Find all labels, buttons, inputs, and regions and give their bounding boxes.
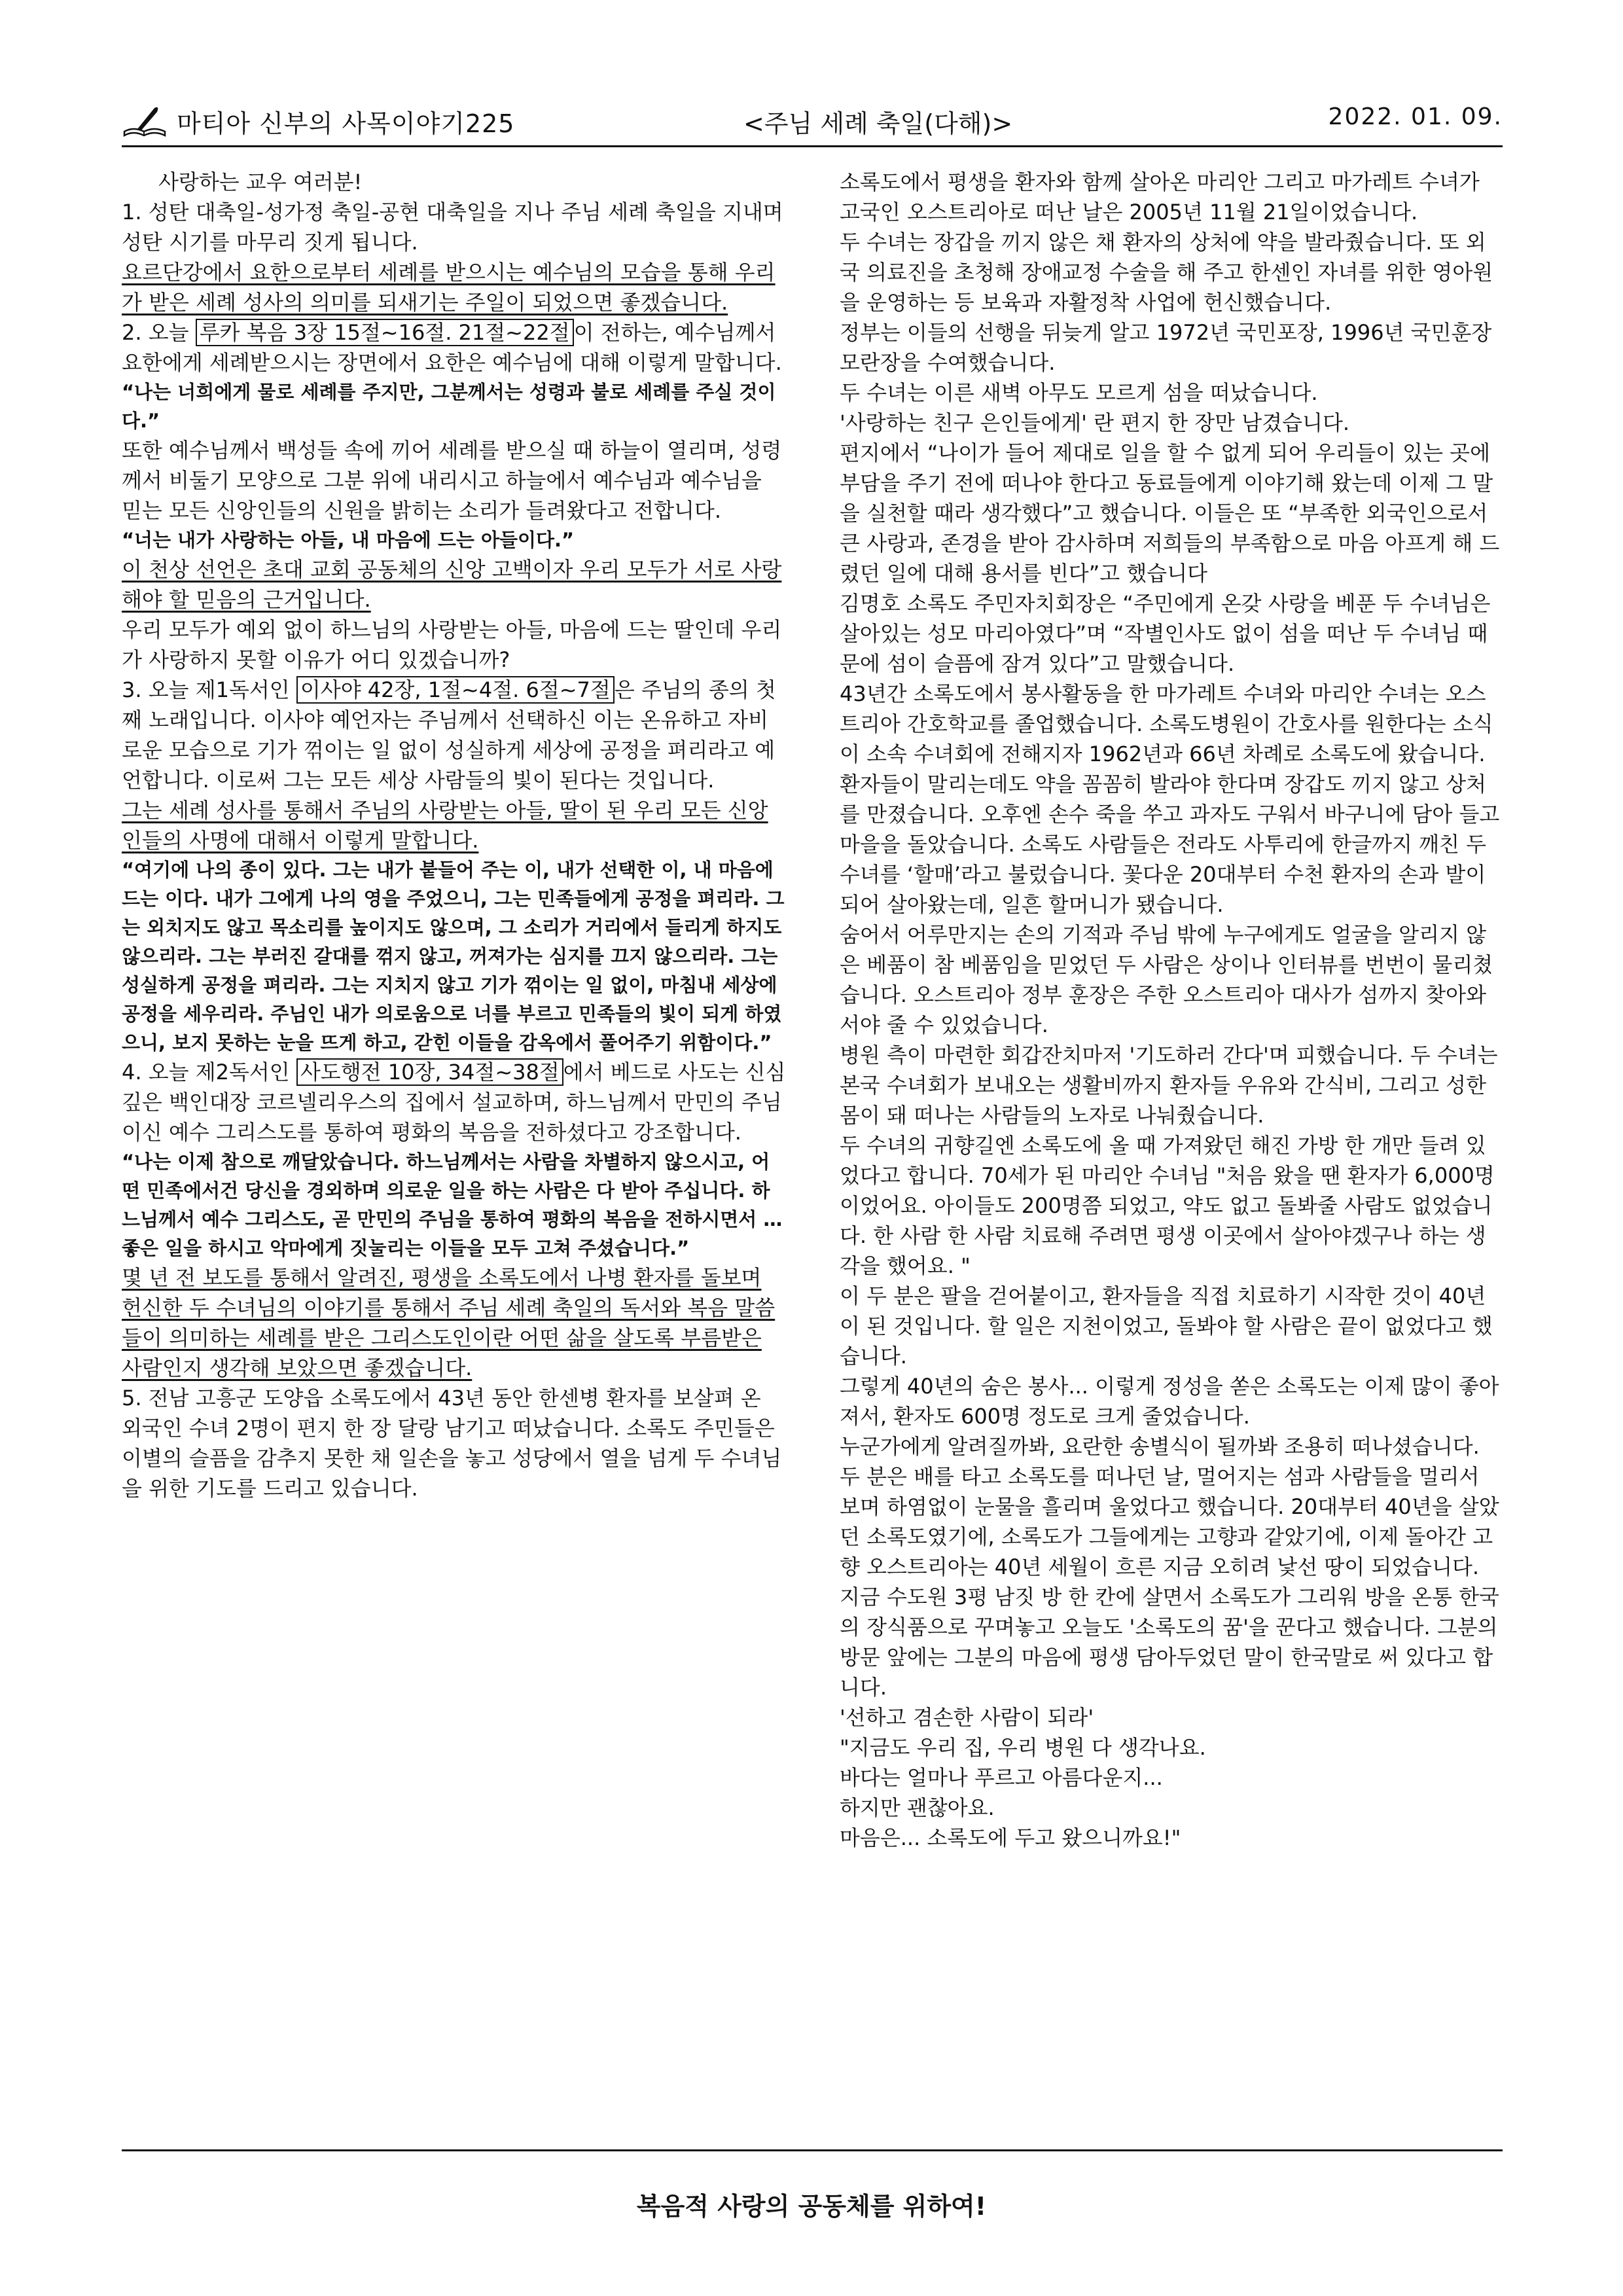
section-4-intro bbox=[122, 1057, 786, 1147]
section-2-rest: 이 전하는, 예수님께서 요한에게 세례받으시는 장면에서 요한은 예수님에 대해 이렇게 말합니다. bbox=[122, 320, 782, 375]
acts-quote: “나는 이제 참으로 깨달았습니다. 하느님께서는 사람을 차별하지 않으시고, 어떤 민족에서건 당신을 경외하며 의로운 일을 하는 사람은 다 받아 주십니다. 하느님께서 예수 그리스도, 곧 만민의 주님을 통하여 평화의 복음을 전하시면서 … 좋은 일을 하시고 악마에게 짓눌리는 이들을 모두 고쳐 주셨습니다.” bbox=[122, 1151, 783, 1259]
section-4-lead: 4. 오늘 제2독서인 bbox=[122, 1060, 296, 1085]
left-column bbox=[122, 167, 786, 1503]
gospel-reference: 루카 복음 3장 15절~16절. 21절~22절 bbox=[196, 319, 574, 346]
closing-quote-line: 바다는 얼마나 푸르고 아름다운지... bbox=[840, 1765, 1163, 1790]
section-2-text: 또한 예수님께서 백성들 속에 끼어 세례를 받으실 때 하늘이 열리며, 성령께서 비둘기 모양으로 그분 위에 내리시고 하늘에서 예수님과 예수님을 믿는 모든 신앙인들의 신원을 밝히는 소리가 들려왔다고 전합니다. bbox=[122, 438, 782, 523]
section-2-emphasis: 이 천상 선언은 초대 교회 공동체의 신앙 고백이자 우리 모두가 서로 사랑해야 할 믿음의 근거입니다. bbox=[122, 557, 782, 612]
closing-quote-line: "지금도 우리 집, 우리 병원 다 생각나요. bbox=[840, 1735, 1206, 1760]
section-2-intro bbox=[122, 317, 786, 378]
section-2-lead: 2. 오늘 bbox=[122, 320, 196, 345]
story-paragraph: 이 두 분은 팔을 걷어붙이고, 환자들을 직접 치료하기 시작한 것이 40년이 된 것입니다. 할 일은 지천이었고, 돌봐야 할 사람은 끝이 없었다고 했습니다. bbox=[840, 1283, 1493, 1369]
issue-date: 2022. 01. 09. bbox=[1328, 103, 1503, 130]
section-5-text: 5. 전남 고흥군 도양읍 소록도에서 43년 동안 한센병 환자를 보살펴 온 외국인 수녀 2명이 편지 한 장 달랑 남기고 떠났습니다. 소록도 주민들은 이별의 슬픔을 감추지 못한 채 일손을 놓고 성당에서 열을 넘게 두 수녀님을 위한 기도를 드리고 있습니다. bbox=[122, 1386, 782, 1501]
isaiah-quote: “여기에 나의 종이 있다. 그는 내가 붙들어 주는 이, 내가 선택한 이, 내 마음에 드는 이다. 내가 그에게 나의 영을 주었으니, 그는 민족들에게 공정을 펴리라. 그는 외치지도 않고 목소리를 높이지도 않으며, 그 소리가 거리에서 들리게 하지도 않으리라. 그는 부러진 갈대를 꺾지 않고, 꺼져가는 심지를 끄지 않으리라. 그는 성실하게 공정을 펴리라. 그는 지치지 않고 기가 꺾이는 일 없이, 마침내 세상에 공정을 세우리라. 주님인 내가 의로움으로 너를 부르고 민족들의 빛이 되게 하였으니, 보지 못하는 눈을 뜨게 하고, 갇힌 이들을 감옥에서 풀어주기 위함이다.” bbox=[122, 859, 785, 1054]
story-paragraph: 그렇게 40년의 숨은 봉사... 이렇게 정성을 쏟은 소록도는 이제 많이 좋아져서, 환자도 600명 정도로 크게 줄었습니다. bbox=[840, 1374, 1499, 1429]
greeting: 사랑하는 교우 여러분! bbox=[158, 170, 363, 194]
story-paragraph: 43년간 소록도에서 봉사활동을 한 마가레트 수녀와 마리안 수녀는 오스트리아 간호학교를 졸업했습니다. 소록도병원이 간호사를 원한다는 소식이 소속 수녀회에 전해지자 1962년과 66년 차례로 소록도에 왔습니다. 환자들이 말리는데도 약을 꼼꼼히 발라야 한다며 장갑도 끼지 않고 상처를 만졌습니다. 오후엔 손수 죽을 쑤고 과자도 구워서 바구니에 담아 들고 마을을 돌았습니다. 소록도 사람들은 전라도 사투리에 한글까지 깨친 두 수녀를 ‘할매’라고 불렀습니다. 꽃다운 20대부터 수천 환자의 손과 발이 되어 살아왔는데, 일흔 할머니가 됐습니다. bbox=[840, 681, 1500, 917]
page-header bbox=[122, 98, 1503, 151]
section-3-lead: 3. 오늘 제1독서인 bbox=[122, 677, 296, 702]
gospel-quote-2: “너는 내가 사랑하는 아들, 내 마음에 드는 아들이다.” bbox=[122, 529, 575, 551]
story-paragraph: '사랑하는 친구 은인들에게' 란 편지 한 장만 남겼습니다. bbox=[840, 410, 1350, 435]
footer-motto: 복음적 사랑의 공동체를 위하여! bbox=[636, 2192, 987, 2221]
section-3-emphasis: 그는 세례 성사를 통해서 주님의 사랑받는 아들, 딸이 된 우리 모든 신앙인들의 사명에 대해서 이렇게 말합니다. bbox=[122, 798, 768, 853]
story-paragraph: 두 수녀는 장갑을 끼지 않은 채 환자의 상처에 약을 발라줬습니다. 또 외국 의료진을 초청해 장애교정 수술을 해 주고 한센인 자녀를 위한 영아원을 운영하는 등 보육과 자활정착 사업에 헌신했습니다. bbox=[840, 230, 1493, 315]
story-paragraph: 누군가에게 알려질까봐, 요란한 송별식이 될까봐 조용히 떠나셨습니다. 두 분은 배를 타고 소록도를 떠나던 날, 멀어지는 섬과 사람들을 멀리서 보며 하염없이 눈물을 흘리며 울었다고 했습니다. 20대부터 40년을 살았던 소록도였기에, 소록도가 그들에게는 고향과 같았기에, 이제 돌아간 고향 오스트리아는 40년 세월이 흐른 지금 오히려 낯선 땅이 되었습니다. bbox=[840, 1434, 1499, 1579]
story-paragraph: 정부는 이들의 선행을 뒤늦게 알고 1972년 국민포장, 1996년 국민훈장 모란장을 수여했습니다. bbox=[840, 320, 1492, 375]
story-paragraph: 김명호 소록도 주민자치회장은 “주민에게 온갖 사랑을 베푼 두 수녀님은 살아있는 성모 마리아였다”며 “작별인사도 없이 섬을 떠난 두 수녀님 때문에 섬이 슬픔에 잠겨 있다”고 말했습니다. bbox=[840, 591, 1491, 676]
story-paragraph: 병원 측이 마련한 회갑잔치마저 '기도하러 간다'며 피했습니다. 두 수녀는 본국 수녀회가 보내오는 생활비까지 환자들 우유와 간식비, 그리고 성한 몸이 돼 떠나는 사람들의 노자로 나눠줬습니다. bbox=[840, 1043, 1498, 1128]
story-paragraph: 지금 수도원 3평 남짓 방 한 칸에 살면서 소록도가 그리워 방을 온통 한국의 장식품으로 꾸며놓고 오늘도 '소록도의 꿈'을 꾼다고 했습니다. 그분의 방문 앞에는 그분의 마음에 평생 담아두었던 말이 한국말로 써 있다고 합니다. bbox=[840, 1585, 1499, 1700]
feast-title: <주님 세례 축일(다해)> bbox=[743, 109, 1013, 138]
story-paragraph: 숨어서 어루만지는 손의 기적과 주님 밖에 누구에게도 얼굴을 알리지 않은 베품이 참 베품임을 믿었던 두 사람은 상이나 인터뷰를 번번이 물리쳤습니다. 오스트리아 정부 훈장은 주한 오스트리아 대사가 섬까지 찾아와서야 줄 수 있었습니다. bbox=[840, 922, 1493, 1037]
book-quill-icon bbox=[122, 105, 168, 138]
footer-divider bbox=[122, 2149, 1503, 2151]
section-3-rest: 은 주님의 종의 첫째 노래입니다. 이사야 예언자는 주님께서 선택하신 이는 온유하고 자비로운 모습으로 기가 꺾이는 일 없이 성실하게 세상에 공정을 펴리라고 예언합니다. 이로써 그는 모든 세상 사람들의 빛이 된다는 것입니다. bbox=[122, 677, 776, 793]
section-1-emphasis: 요르단강에서 요한으로부터 세례를 받으시는 예수님의 모습을 통해 우리가 받은 세례 성사의 의미를 되새기는 주일이 되었으면 좋겠습니다. bbox=[122, 260, 776, 315]
story-paragraph: 편지에서 “나이가 들어 제대로 일을 할 수 없게 되어 우리들이 있는 곳에 부담을 주기 전에 떠나야 한다고 동료들에게 이야기해 왔는데 이제 그 말을 실천할 때라 생각했다”고 했습니다. 이들은 또 “부족한 외국인으로서 큰 사랑과, 존경을 받아 감사하며 저희들의 부족함으로 마음 아프게 해 드렸던 일에 대해 용서를 빈다”고 했습니다 bbox=[840, 440, 1500, 586]
section-4-rest: 에서 베드로 사도는 신심 깊은 백인대장 코르넬리우스의 집에서 설교하며, 하느님께서 만민의 주님이신 예수 그리스도를 통하여 평화의 복음을 전하셨다고 강조합니다. bbox=[122, 1060, 786, 1145]
section-2-question: 우리 모두가 예외 없이 하느님의 사랑받는 아들, 마음에 드는 딸인데 우리가 사랑하지 못할 이유가 어디 있겠습니까? bbox=[122, 617, 782, 672]
newsletter-title: 마티아 신부의 사목이야기225 bbox=[177, 109, 515, 138]
closing-quote-line: 하지만 괜찮아요. bbox=[840, 1795, 995, 1820]
header-left bbox=[122, 103, 514, 139]
section-3-intro bbox=[122, 675, 786, 795]
closing-quote-line: 마음은... 소록도에 두고 왔으니까요!" bbox=[840, 1825, 1181, 1850]
story-paragraph: 소록도에서 평생을 환자와 함께 살아온 마리안 그리고 마가레트 수녀가 고국인 오스트리아로 떠난 날은 2005년 11월 21일이었습니다. bbox=[840, 170, 1480, 224]
section-1-text: 1. 성탄 대축일-성가정 축일-공현 대축일을 지나 주님 세례 축일을 지내며 성탄 시기를 마무리 짓게 됩니다. bbox=[122, 200, 783, 255]
second-reading-reference: 사도행전 10장, 34절~38절 bbox=[296, 1058, 563, 1086]
motto-quote: '선하고 겸손한 사람이 되라' bbox=[840, 1705, 1094, 1730]
right-column bbox=[840, 167, 1504, 1853]
header-divider bbox=[122, 145, 1503, 147]
first-reading-reference: 이사야 42장, 1절~4절. 6절~7절 bbox=[296, 676, 615, 704]
section-4-emphasis: 몇 년 전 보도를 통해서 알려진, 평생을 소록도에서 나병 환자를 돌보며 헌신한 두 수녀님의 이야기를 통해서 주님 세례 축일의 독서와 복음 말씀들이 의미하는 세례를 받은 그리스도인이란 어떤 삶을 살도록 부름받은 사람인지 생각해 보았으면 좋겠습니다. bbox=[122, 1265, 776, 1380]
story-paragraph: 두 수녀의 귀향길엔 소록도에 올 때 가져왔던 해진 가방 한 개만 들려 있었다고 합니다. 70세가 된 마리안 수녀님 "처음 왔을 땐 환자가 6,000명이었어요. 아이들도 200명쯤 되었고, 약도 없고 돌봐줄 사람도 없었습니다. 한 사람 한 사람 치료해 주려면 평생 이곳에서 살아야겠구나 하는 생각을 했어요. " bbox=[840, 1133, 1495, 1278]
story-paragraph: 두 수녀는 이른 새벽 아무도 모르게 섬을 떠났습니다. bbox=[840, 380, 1318, 405]
gospel-quote-1: “나는 너희에게 물로 세례를 주지만, 그분께서는 성령과 불로 세례를 주실 것이다.” bbox=[122, 381, 776, 432]
